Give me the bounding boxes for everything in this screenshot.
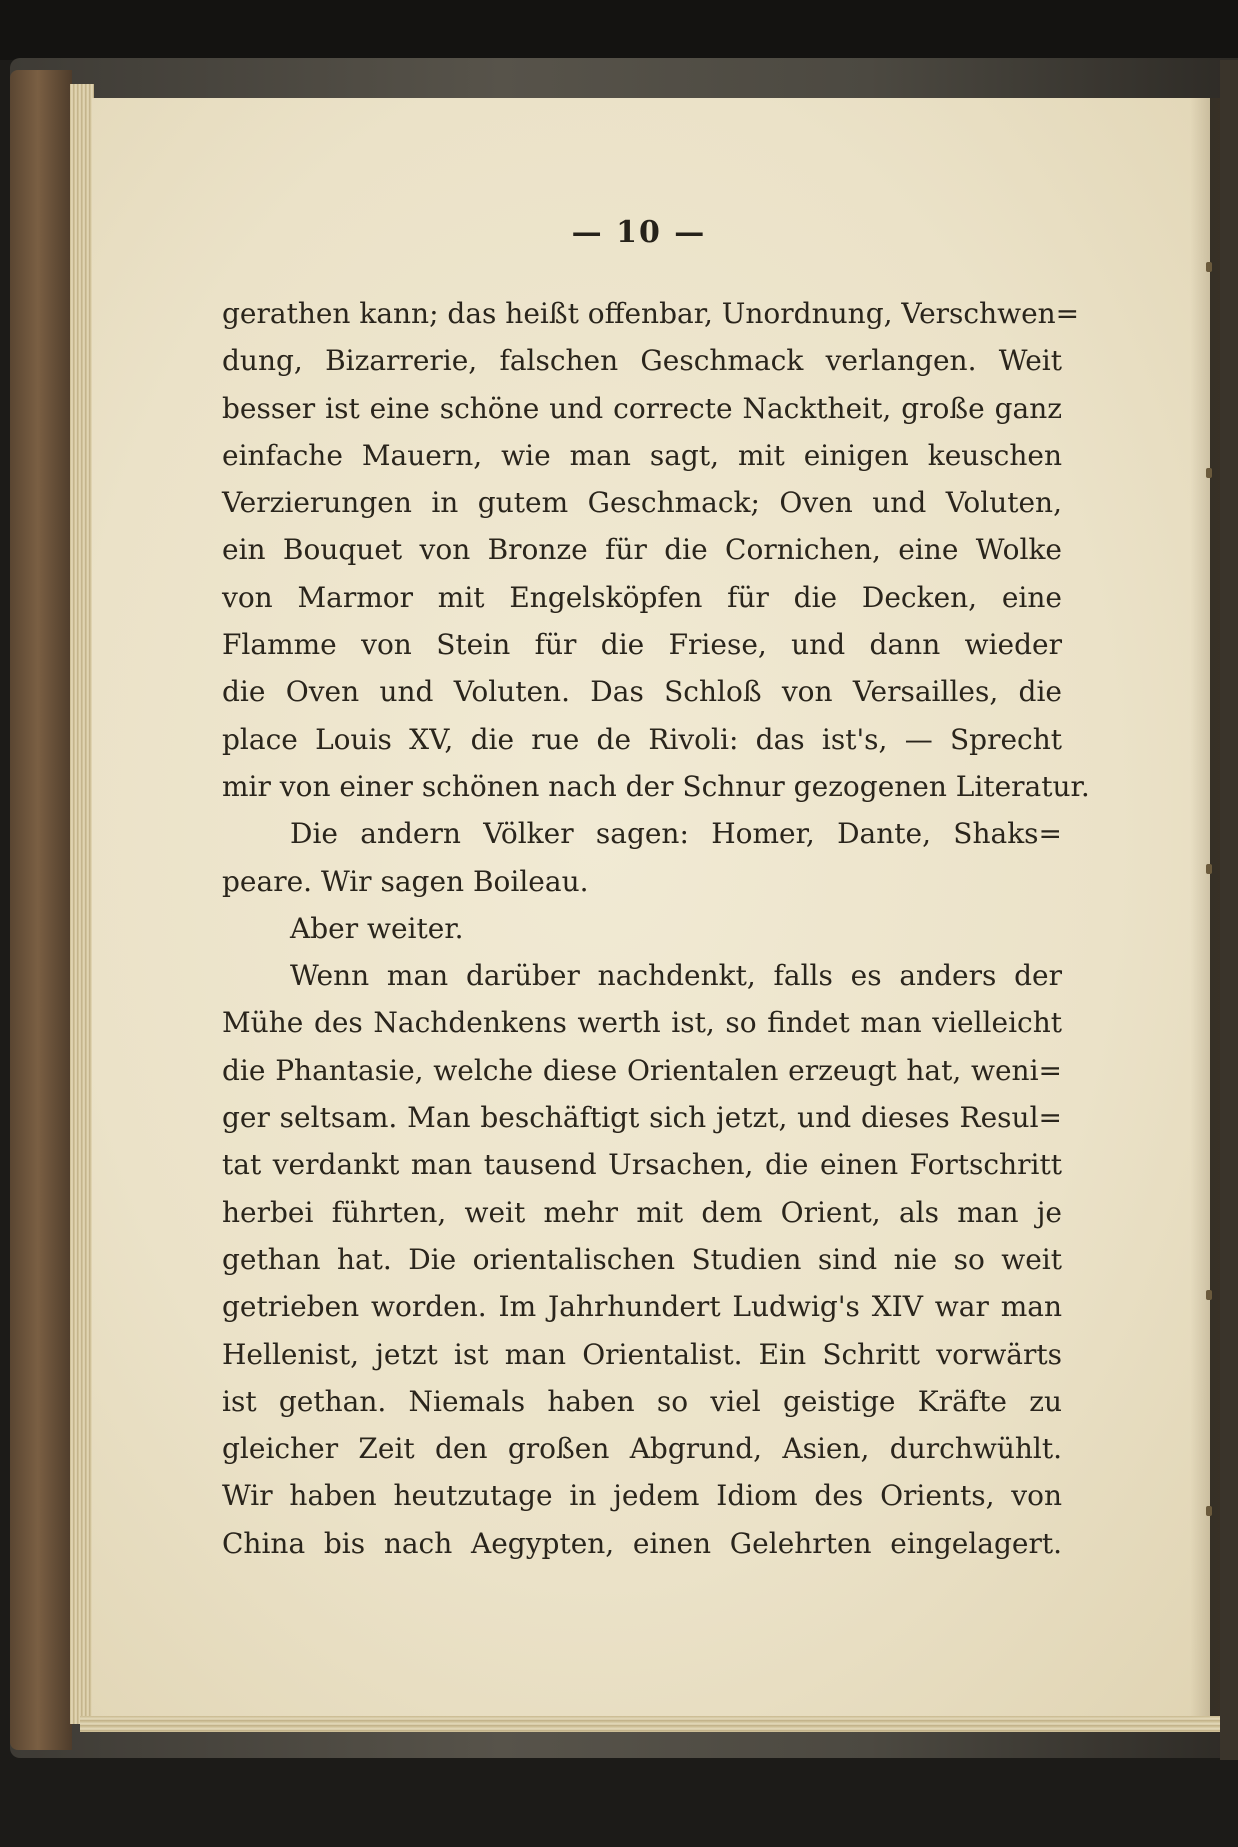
margin-mark — [1206, 468, 1212, 478]
text-line: Wenn man darüber nachdenkt, falls es anders der — [290, 959, 1062, 993]
page-number: — 10 — — [571, 215, 707, 250]
margin-mark — [1206, 1290, 1212, 1300]
text-line: place Louis XV, die rue de Rivoli: das ist's, — Sprecht — [222, 722, 1062, 756]
text-line: die Phantasie, welche diese Orientalen erzeugt hat, weni= — [222, 1053, 1062, 1087]
page-edges-left — [70, 84, 94, 1724]
background-top — [0, 0, 1238, 60]
text-line: Aber weiter. — [290, 911, 464, 945]
page-edges-bottom — [80, 1716, 1220, 1732]
text-line: gerathen kann; das heißt offenbar, Unordnung, Verschwen= — [222, 297, 1080, 330]
text-line: herbei führten, weit mehr mit dem Orient, als man je — [222, 1195, 1062, 1229]
text-line: Flamme von Stein für die Friese, und dann wieder — [222, 628, 1062, 662]
text-line: einfache Mauern, wie man sagt, mit einigen keuschen — [222, 438, 1062, 472]
text-line: getrieben worden. Im Jahrhundert Ludwig's XIV war man — [222, 1290, 1062, 1324]
page-gutter-shadow — [1190, 98, 1220, 1716]
text-line: die Oven und Voluten. Das Schloß von Versailles, die — [222, 675, 1062, 709]
text-line: ist gethan. Niemals haben so viel geistige Kräfte zu — [222, 1384, 1062, 1418]
text-line: Verzierungen in gutem Geschmack; Oven und Voluten, — [222, 486, 1062, 520]
text-line: Mühe des Nachdenkens werth ist, so findet man vielleicht — [222, 1006, 1062, 1040]
text-line: gethan hat. Die orientalischen Studien sind nie so weit — [222, 1242, 1062, 1276]
text-line: mir von einer schönen nach der Schnur gezogenen Literatur. — [222, 769, 1090, 803]
text-line: China bis nach Aegypten, einen Gelehrten eingelagert. — [222, 1526, 1062, 1560]
text-line: ger seltsam. Man beschäftigt sich jetzt, und dieses Resul= — [222, 1101, 1062, 1135]
text-line: dung, Bizarrerie, falschen Geschmack verlangen. Weit — [222, 344, 1062, 378]
book-cover-right-edge — [1220, 60, 1238, 1760]
text-line: Wir haben heutzutage in jedem Idiom des Orients, von — [222, 1479, 1062, 1513]
text-line: besser ist eine schöne und correcte Nacktheit, große ganz — [222, 391, 1062, 425]
text-line: tat verdankt man tausend Ursachen, die einen Fortschritt — [222, 1148, 1062, 1182]
margin-mark — [1206, 1506, 1212, 1516]
text-line: Die andern Völker sagen: Homer, Dante, Shaks= — [290, 817, 1062, 851]
book-spine-leather — [10, 70, 72, 1750]
body-text — [222, 290, 1090, 1567]
margin-mark — [1206, 262, 1212, 272]
text-line: peare. Wir sagen Boileau. — [222, 864, 589, 898]
margin-mark — [1206, 864, 1212, 874]
text-line: gleicher Zeit den großen Abgrund, Asien, durchwühlt. — [222, 1432, 1062, 1466]
text-line: von Marmor mit Engelsköpfen für die Decken, eine — [222, 580, 1062, 614]
text-line: Hellenist, jetzt ist man Orientalist. Ein Schritt vorwärts — [222, 1337, 1062, 1371]
text-line: ein Bouquet von Bronze für die Cornichen, eine Wolke — [222, 533, 1062, 567]
